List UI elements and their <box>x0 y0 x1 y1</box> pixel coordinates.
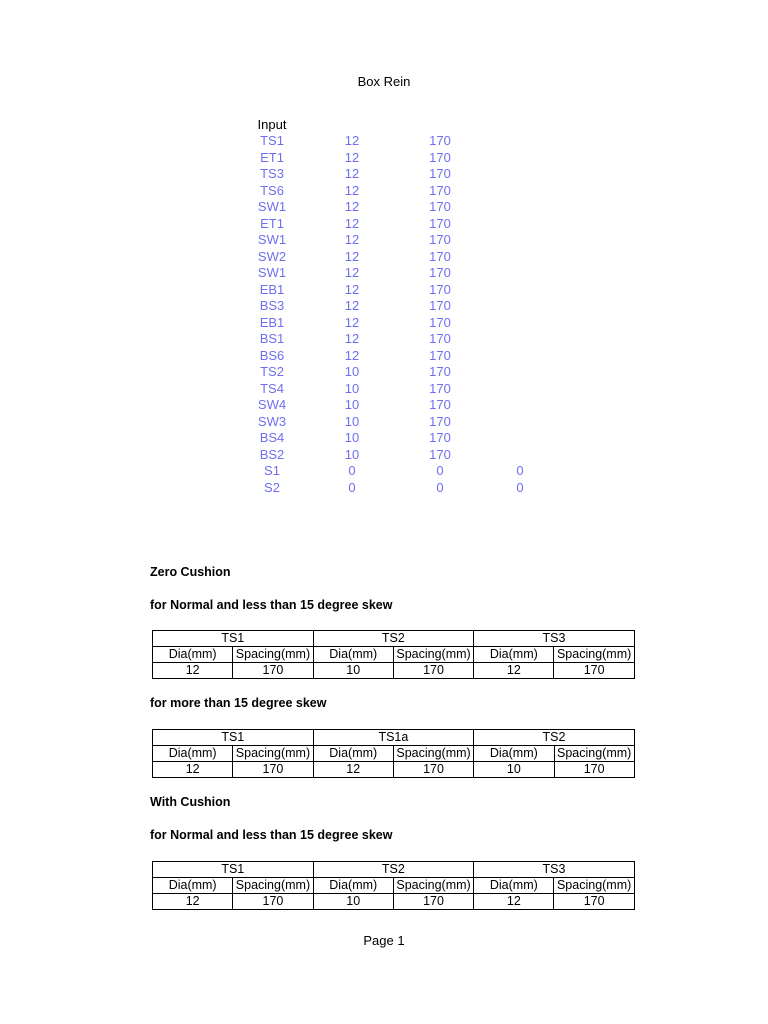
input-value: 10 <box>344 397 360 412</box>
zc-normal-skew-table <box>152 630 635 679</box>
table-cell: 10 <box>313 663 393 679</box>
input-member-label: SW2 <box>257 248 287 264</box>
input-value: 12 <box>344 215 360 231</box>
table-cell: 12 <box>474 663 554 679</box>
input-value <box>480 414 560 431</box>
table-subheader-row <box>153 746 635 762</box>
group-header: TS1 <box>153 730 314 746</box>
input-value: 0 <box>516 463 524 478</box>
column-header: Spacing(mm) <box>233 878 313 894</box>
input-row <box>240 414 560 431</box>
column-header: Dia(mm) <box>313 878 393 894</box>
input-row <box>240 216 560 233</box>
input-value: 170 <box>429 166 451 181</box>
input-row <box>240 183 560 200</box>
input-value: 170 <box>429 380 451 396</box>
input-member-label: TS3 <box>260 166 284 181</box>
table-subheader-row <box>153 878 635 894</box>
table-cell: 12 <box>153 762 233 778</box>
input-value: 12 <box>344 166 360 181</box>
input-value <box>480 150 560 167</box>
input-value: 12 <box>344 182 360 198</box>
group-header: TS3 <box>474 631 635 647</box>
input-value: 12 <box>344 314 360 330</box>
column-header: Spacing(mm) <box>393 647 473 663</box>
input-member-label: BS6 <box>259 347 285 363</box>
group-header: TS2 <box>313 862 474 878</box>
input-member-label: TS2 <box>260 364 284 379</box>
input-value: 170 <box>429 281 451 297</box>
wc-normal-skew-heading: for Normal and less than 15 degree skew <box>150 828 393 842</box>
input-value <box>480 199 560 216</box>
input-value: 10 <box>344 380 360 396</box>
input-value: 170 <box>429 248 451 264</box>
input-row <box>240 282 560 299</box>
input-value <box>480 282 560 299</box>
input-member-label: TS6 <box>260 182 284 198</box>
column-header: Dia(mm) <box>313 746 393 762</box>
input-value: 0 <box>436 463 444 478</box>
input-value: 12 <box>344 248 360 264</box>
input-member-label: BS4 <box>259 430 285 445</box>
input-value <box>480 166 560 183</box>
input-value: 12 <box>344 232 360 247</box>
input-value: 0 <box>516 479 524 495</box>
input-value <box>480 397 560 414</box>
input-row <box>240 232 560 249</box>
input-member-label: BS1 <box>259 331 285 346</box>
table-cell: 12 <box>153 663 233 679</box>
input-value: 12 <box>344 281 360 297</box>
group-header: TS2 <box>474 730 635 746</box>
table-cell: 170 <box>393 894 473 910</box>
column-header: Dia(mm) <box>313 647 393 663</box>
input-value <box>480 216 560 233</box>
input-member-label: ET1 <box>260 149 284 165</box>
column-header: Dia(mm) <box>153 647 233 663</box>
input-member-label: EB1 <box>259 314 285 330</box>
table-row <box>153 894 635 910</box>
input-value: 10 <box>344 413 360 429</box>
column-header: Spacing(mm) <box>554 647 634 663</box>
column-header: Dia(mm) <box>474 878 554 894</box>
input-row <box>240 381 560 398</box>
group-header: TS1 <box>153 862 314 878</box>
group-header: TS1 <box>153 631 314 647</box>
group-header: TS1a <box>313 730 474 746</box>
zc-normal-skew-heading: for Normal and less than 15 degree skew <box>150 598 393 612</box>
table-subheader-row <box>153 647 635 663</box>
page-number: Page 1 <box>363 933 405 948</box>
input-value: 0 <box>436 479 444 495</box>
input-value: 0 <box>348 479 356 495</box>
zc-more-skew-heading: for more than 15 degree skew <box>150 696 327 710</box>
input-value <box>480 381 560 398</box>
input-member-label: SW1 <box>257 232 287 247</box>
table-group-row <box>153 730 635 746</box>
input-row <box>240 249 560 266</box>
input-value <box>480 430 560 447</box>
zc-more-skew-table <box>152 729 635 778</box>
column-header: Spacing(mm) <box>393 746 473 762</box>
input-value: 170 <box>429 215 451 231</box>
table-cell: 10 <box>474 762 554 778</box>
input-label: Input <box>257 117 287 132</box>
column-header: Spacing(mm) <box>554 746 634 762</box>
input-member-label: S2 <box>264 479 280 495</box>
table-cell: 170 <box>554 762 634 778</box>
input-value: 170 <box>429 133 451 148</box>
input-row <box>240 397 560 414</box>
input-value: 170 <box>429 331 451 346</box>
table-cell: 12 <box>313 762 393 778</box>
input-value: 10 <box>344 430 360 445</box>
input-value <box>480 298 560 315</box>
input-row <box>240 150 560 167</box>
input-row <box>240 265 560 282</box>
input-value: 10 <box>344 446 360 462</box>
table-cell: 170 <box>233 762 313 778</box>
table-row <box>153 762 635 778</box>
page-title: Box Rein <box>357 74 411 89</box>
column-header: Dia(mm) <box>474 746 554 762</box>
input-member-label: TS1 <box>260 133 284 148</box>
input-member-label: S1 <box>264 463 280 478</box>
table-cell: 170 <box>554 663 634 679</box>
input-row <box>240 430 560 447</box>
group-header: TS3 <box>474 862 635 878</box>
input-member-label: BS3 <box>259 298 285 313</box>
input-value: 12 <box>344 347 360 363</box>
input-member-label: SW3 <box>257 413 287 429</box>
input-value: 10 <box>344 364 360 379</box>
input-row <box>240 447 560 464</box>
input-row <box>240 199 560 216</box>
with-cushion-heading: With Cushion <box>150 795 231 809</box>
column-header: Spacing(mm) <box>233 746 313 762</box>
table-group-row <box>153 862 635 878</box>
table-cell: 12 <box>474 894 554 910</box>
input-value: 170 <box>429 446 451 462</box>
input-row <box>240 331 560 348</box>
input-value: 170 <box>429 397 451 412</box>
input-value: 170 <box>429 314 451 330</box>
input-row <box>240 463 560 480</box>
input-member-label: SW1 <box>257 265 287 280</box>
table-cell: 12 <box>153 894 233 910</box>
table-cell: 10 <box>313 894 393 910</box>
column-header: Dia(mm) <box>474 647 554 663</box>
input-value: 170 <box>429 430 451 445</box>
input-member-label: TS4 <box>260 380 284 396</box>
column-header: Spacing(mm) <box>233 647 313 663</box>
input-value: 170 <box>429 265 451 280</box>
table-cell: 170 <box>393 762 473 778</box>
table-cell: 170 <box>233 663 313 679</box>
input-row <box>240 348 560 365</box>
input-value: 0 <box>348 463 356 478</box>
input-value: 12 <box>344 199 360 214</box>
input-member-label: SW4 <box>257 397 287 412</box>
input-value <box>480 232 560 249</box>
input-member-label: ET1 <box>260 215 284 231</box>
input-value: 170 <box>429 149 451 165</box>
input-value: 170 <box>429 413 451 429</box>
column-header: Spacing(mm) <box>554 878 634 894</box>
group-header: TS2 <box>313 631 474 647</box>
input-value: 12 <box>344 265 360 280</box>
input-value <box>480 249 560 266</box>
input-value: 12 <box>344 298 360 313</box>
input-member-label: SW1 <box>257 199 287 214</box>
table-group-row <box>153 631 635 647</box>
input-value: 12 <box>344 149 360 165</box>
input-value: 170 <box>429 232 451 247</box>
input-value: 170 <box>429 199 451 214</box>
input-value <box>480 447 560 464</box>
input-value: 170 <box>429 347 451 363</box>
table-cell: 170 <box>554 894 634 910</box>
input-row <box>240 364 560 381</box>
input-value <box>480 133 560 150</box>
input-row <box>240 133 560 150</box>
input-value: 12 <box>344 133 360 148</box>
input-value <box>480 315 560 332</box>
input-row <box>240 298 560 315</box>
input-value: 170 <box>429 364 451 379</box>
wc-normal-skew-table <box>152 861 635 910</box>
column-header: Dia(mm) <box>153 878 233 894</box>
input-value <box>480 183 560 200</box>
input-value <box>480 364 560 381</box>
table-cell: 170 <box>233 894 313 910</box>
input-member-label: BS2 <box>259 446 285 462</box>
input-member-label: EB1 <box>259 281 285 297</box>
column-header: Dia(mm) <box>153 746 233 762</box>
zero-cushion-heading: Zero Cushion <box>150 565 231 579</box>
input-row <box>240 315 560 332</box>
column-header: Spacing(mm) <box>393 878 473 894</box>
input-value <box>480 265 560 282</box>
input-row <box>240 166 560 183</box>
input-table <box>240 133 560 496</box>
input-value <box>480 331 560 348</box>
input-value <box>480 348 560 365</box>
input-value: 170 <box>429 298 451 313</box>
input-value: 12 <box>344 331 360 346</box>
input-value: 170 <box>429 182 451 198</box>
table-cell: 170 <box>393 663 473 679</box>
table-row <box>153 663 635 679</box>
input-row <box>240 480 560 497</box>
